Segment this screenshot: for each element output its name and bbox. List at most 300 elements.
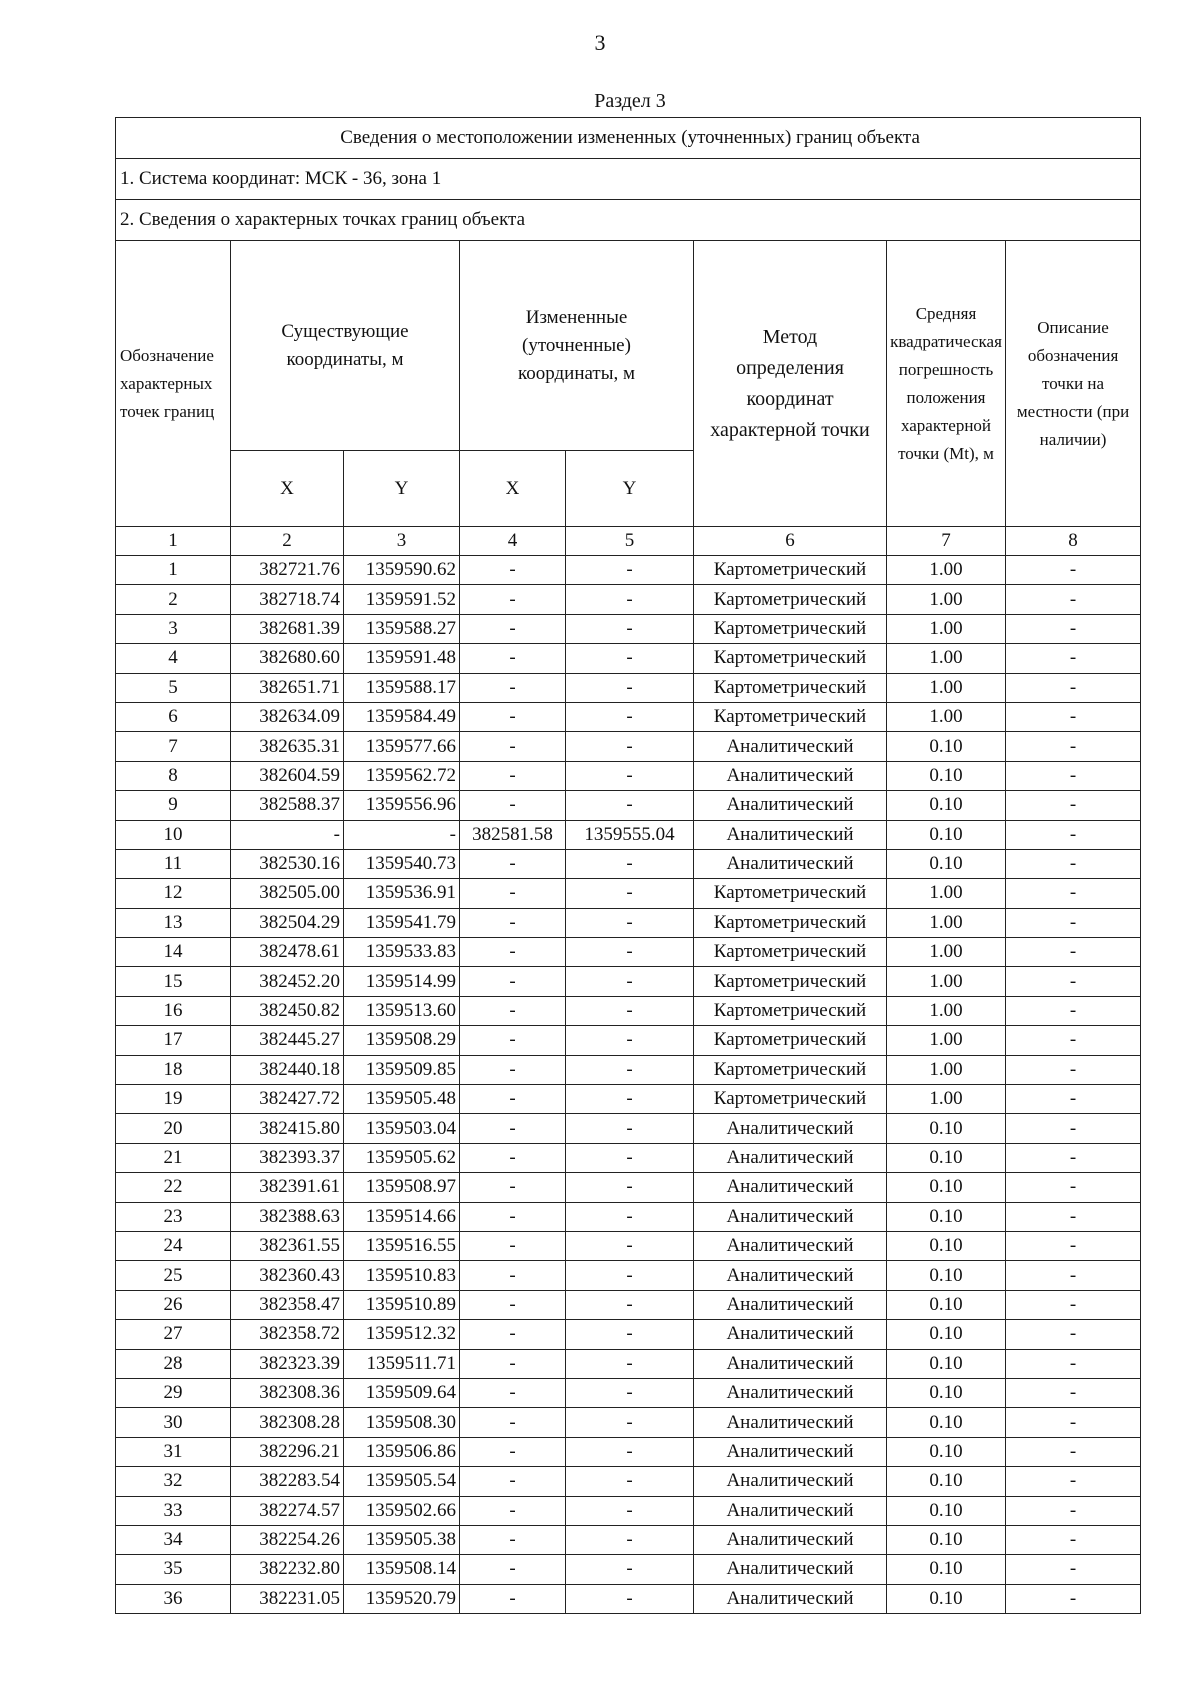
error-mt-cell: 1.00: [887, 585, 1006, 614]
existing-x-cell: 382308.28: [231, 1408, 344, 1437]
changed-x-cell: -: [460, 938, 566, 967]
existing-x-cell: 382450.82: [231, 996, 344, 1025]
header-existing-coordinates: Существующие координаты, м: [231, 241, 460, 451]
changed-x-cell: -: [460, 1261, 566, 1290]
existing-y-cell: 1359511.71: [344, 1349, 460, 1378]
error-mt-cell: 1.00: [887, 1085, 1006, 1114]
existing-y-cell: 1359577.66: [344, 732, 460, 761]
point-number-cell: 2: [116, 585, 231, 614]
changed-x-cell: -: [460, 1525, 566, 1554]
existing-x-cell: 382283.54: [231, 1467, 344, 1496]
point-number-cell: 25: [116, 1261, 231, 1290]
changed-x-cell: -: [460, 1378, 566, 1407]
changed-x-cell: -: [460, 791, 566, 820]
method-cell: Картометрический: [694, 673, 887, 702]
existing-y-cell: 1359591.52: [344, 585, 460, 614]
changed-x-cell: -: [460, 702, 566, 731]
changed-y-cell: -: [566, 1261, 694, 1290]
method-cell: Аналитический: [694, 1202, 887, 1231]
table-title: Сведения о местоположении измененных (уточненных) границ объекта: [116, 118, 1141, 159]
changed-x-cell: -: [460, 1467, 566, 1496]
description-cell: -: [1006, 585, 1141, 614]
changed-y-cell: -: [566, 732, 694, 761]
error-mt-cell: 0.10: [887, 1143, 1006, 1172]
point-number-cell: 19: [116, 1085, 231, 1114]
existing-y-cell: 1359520.79: [344, 1584, 460, 1613]
description-cell: -: [1006, 1555, 1141, 1584]
changed-y-cell: -: [566, 1408, 694, 1437]
changed-y-cell: -: [566, 1055, 694, 1084]
point-number-cell: 21: [116, 1143, 231, 1172]
description-cell: -: [1006, 1173, 1141, 1202]
error-mt-cell: 0.10: [887, 820, 1006, 849]
changed-x-cell: -: [460, 1290, 566, 1319]
existing-x-cell: 382231.05: [231, 1584, 344, 1613]
existing-x-cell: 382504.29: [231, 908, 344, 937]
existing-x-cell: 382296.21: [231, 1437, 344, 1466]
method-cell: Аналитический: [694, 1320, 887, 1349]
point-number-cell: 32: [116, 1467, 231, 1496]
existing-y-cell: 1359514.99: [344, 967, 460, 996]
error-mt-cell: 1.00: [887, 938, 1006, 967]
column-number: 4: [460, 527, 566, 556]
table-row: [116, 1320, 1141, 1349]
existing-x-cell: 382308.36: [231, 1378, 344, 1407]
existing-x-cell: 382254.26: [231, 1525, 344, 1554]
existing-x-cell: 382427.72: [231, 1085, 344, 1114]
error-mt-cell: 1.00: [887, 996, 1006, 1025]
error-mt-cell: 0.10: [887, 791, 1006, 820]
method-cell: Картометрический: [694, 1085, 887, 1114]
existing-x-cell: 382530.16: [231, 849, 344, 878]
existing-y-cell: 1359533.83: [344, 938, 460, 967]
description-cell: -: [1006, 1085, 1141, 1114]
table-row: [116, 1467, 1141, 1496]
point-number-cell: 8: [116, 761, 231, 790]
changed-y-cell: 1359555.04: [566, 820, 694, 849]
point-number-cell: 34: [116, 1525, 231, 1554]
method-cell: Аналитический: [694, 1261, 887, 1290]
table-row: [116, 585, 1141, 614]
method-cell: Аналитический: [694, 1349, 887, 1378]
changed-x-cell: -: [460, 1231, 566, 1260]
existing-x-cell: 382391.61: [231, 1173, 344, 1202]
table-row: [116, 1349, 1141, 1378]
changed-y-cell: -: [566, 556, 694, 585]
method-cell: Аналитический: [694, 1467, 887, 1496]
description-cell: -: [1006, 1320, 1141, 1349]
table-row: [116, 996, 1141, 1025]
method-cell: Картометрический: [694, 1026, 887, 1055]
method-cell: Картометрический: [694, 556, 887, 585]
description-cell: -: [1006, 879, 1141, 908]
changed-y-cell: -: [566, 761, 694, 790]
changed-y-cell: -: [566, 879, 694, 908]
existing-y-cell: 1359536.91: [344, 879, 460, 908]
changed-x-cell: -: [460, 556, 566, 585]
description-cell: -: [1006, 1261, 1141, 1290]
changed-y-cell: -: [566, 1173, 694, 1202]
method-cell: Картометрический: [694, 614, 887, 643]
existing-y-cell: 1359591.48: [344, 644, 460, 673]
existing-y-cell: 1359505.62: [344, 1143, 460, 1172]
changed-y-cell: -: [566, 1525, 694, 1554]
existing-x-cell: 382452.20: [231, 967, 344, 996]
error-mt-cell: 1.00: [887, 644, 1006, 673]
error-mt-cell: 0.10: [887, 1231, 1006, 1260]
page-number: 3: [594, 30, 606, 55]
table-row: [116, 1173, 1141, 1202]
column-number: 6: [694, 527, 887, 556]
method-cell: Аналитический: [694, 1555, 887, 1584]
table-row: [116, 556, 1141, 585]
table-row: [116, 702, 1141, 731]
error-mt-cell: 0.10: [887, 1584, 1006, 1613]
error-mt-cell: 0.10: [887, 1173, 1006, 1202]
column-number: 5: [566, 527, 694, 556]
table-row: [116, 1555, 1141, 1584]
changed-x-cell: -: [460, 1173, 566, 1202]
method-cell: Картометрический: [694, 967, 887, 996]
table-row: [116, 1231, 1141, 1260]
table-row: [116, 644, 1141, 673]
changed-x-cell: -: [460, 673, 566, 702]
description-cell: -: [1006, 614, 1141, 643]
table-row: [116, 1026, 1141, 1055]
existing-y-cell: 1359588.17: [344, 673, 460, 702]
point-number-cell: 24: [116, 1231, 231, 1260]
changed-x-cell: -: [460, 644, 566, 673]
error-mt-cell: 1.00: [887, 1026, 1006, 1055]
method-cell: Аналитический: [694, 1114, 887, 1143]
description-cell: -: [1006, 1496, 1141, 1525]
table-row: [116, 614, 1141, 643]
existing-x-cell: -: [231, 820, 344, 849]
existing-y-cell: 1359509.85: [344, 1055, 460, 1084]
point-number-cell: 14: [116, 938, 231, 967]
changed-x-cell: -: [460, 1143, 566, 1172]
column-number: 7: [887, 527, 1006, 556]
table-row: [116, 849, 1141, 878]
description-cell: -: [1006, 996, 1141, 1025]
changed-y-cell: -: [566, 1114, 694, 1143]
error-mt-cell: 0.10: [887, 1437, 1006, 1466]
point-number-cell: 27: [116, 1320, 231, 1349]
error-mt-cell: 0.10: [887, 1496, 1006, 1525]
error-mt-cell: 0.10: [887, 1378, 1006, 1407]
description-cell: -: [1006, 673, 1141, 702]
existing-y-cell: 1359510.89: [344, 1290, 460, 1319]
existing-y-cell: 1359505.48: [344, 1085, 460, 1114]
description-cell: -: [1006, 556, 1141, 585]
table-row: [116, 791, 1141, 820]
changed-y-cell: -: [566, 673, 694, 702]
existing-x-cell: 382323.39: [231, 1349, 344, 1378]
table-row: [116, 761, 1141, 790]
point-number-cell: 28: [116, 1349, 231, 1378]
existing-y-cell: 1359514.66: [344, 1202, 460, 1231]
description-cell: -: [1006, 1026, 1141, 1055]
table-row: [116, 1261, 1141, 1290]
existing-y-cell: 1359516.55: [344, 1231, 460, 1260]
changed-x-cell: -: [460, 585, 566, 614]
description-cell: -: [1006, 644, 1141, 673]
error-mt-cell: 0.10: [887, 1467, 1006, 1496]
existing-x-cell: 382360.43: [231, 1261, 344, 1290]
changed-y-cell: -: [566, 1584, 694, 1613]
point-number-cell: 20: [116, 1114, 231, 1143]
point-number-cell: 29: [116, 1378, 231, 1407]
error-mt-cell: 0.10: [887, 1349, 1006, 1378]
description-cell: -: [1006, 1584, 1141, 1613]
points-heading: 2. Сведения о характерных точках границ объекта: [116, 200, 1141, 241]
table-row: [116, 1202, 1141, 1231]
coordinate-system: 1. Система координат: МСК - 36, зона 1: [116, 159, 1141, 200]
description-cell: -: [1006, 1525, 1141, 1554]
point-number-cell: 22: [116, 1173, 231, 1202]
existing-x-cell: 382393.37: [231, 1143, 344, 1172]
header-existing-x: X: [231, 451, 344, 527]
description-cell: -: [1006, 1231, 1141, 1260]
point-number-cell: 18: [116, 1055, 231, 1084]
table-row: [116, 1437, 1141, 1466]
existing-y-cell: 1359541.79: [344, 908, 460, 937]
error-mt-cell: 0.10: [887, 1320, 1006, 1349]
method-cell: Картометрический: [694, 644, 887, 673]
changed-x-cell: -: [460, 1496, 566, 1525]
method-cell: Аналитический: [694, 1437, 887, 1466]
existing-x-cell: 382651.71: [231, 673, 344, 702]
existing-x-cell: 382445.27: [231, 1026, 344, 1055]
method-cell: Аналитический: [694, 1408, 887, 1437]
changed-x-cell: -: [460, 908, 566, 937]
changed-x-cell: -: [460, 849, 566, 878]
description-cell: -: [1006, 1143, 1141, 1172]
changed-y-cell: -: [566, 1026, 694, 1055]
existing-x-cell: 382388.63: [231, 1202, 344, 1231]
existing-x-cell: 382721.76: [231, 556, 344, 585]
error-mt-cell: 0.10: [887, 1555, 1006, 1584]
changed-y-cell: -: [566, 1202, 694, 1231]
changed-x-cell: -: [460, 1026, 566, 1055]
point-number-cell: 7: [116, 732, 231, 761]
existing-y-cell: 1359556.96: [344, 791, 460, 820]
existing-y-cell: 1359510.83: [344, 1261, 460, 1290]
method-cell: Картометрический: [694, 908, 887, 937]
table-row: [116, 879, 1141, 908]
point-number-cell: 4: [116, 644, 231, 673]
point-number-cell: 1: [116, 556, 231, 585]
method-cell: Аналитический: [694, 761, 887, 790]
existing-y-cell: 1359509.64: [344, 1378, 460, 1407]
method-cell: Аналитический: [694, 1290, 887, 1319]
table-row: [116, 1496, 1141, 1525]
description-cell: -: [1006, 732, 1141, 761]
changed-x-cell: -: [460, 1584, 566, 1613]
point-number-cell: 35: [116, 1555, 231, 1584]
changed-y-cell: -: [566, 1349, 694, 1378]
method-cell: Аналитический: [694, 1173, 887, 1202]
existing-x-cell: 382478.61: [231, 938, 344, 967]
header-designation: Обозначение характерных точек границ: [116, 241, 231, 527]
existing-y-cell: 1359508.97: [344, 1173, 460, 1202]
error-mt-cell: 0.10: [887, 1114, 1006, 1143]
error-mt-cell: 1.00: [887, 614, 1006, 643]
method-cell: Аналитический: [694, 732, 887, 761]
method-cell: Аналитический: [694, 1584, 887, 1613]
table-row: [116, 1525, 1141, 1554]
description-cell: -: [1006, 967, 1141, 996]
error-mt-cell: 0.10: [887, 1408, 1006, 1437]
changed-y-cell: -: [566, 996, 694, 1025]
error-mt-cell: 1.00: [887, 879, 1006, 908]
changed-x-cell: -: [460, 879, 566, 908]
error-mt-cell: 0.10: [887, 849, 1006, 878]
changed-x-cell: -: [460, 967, 566, 996]
method-cell: Аналитический: [694, 1525, 887, 1554]
error-mt-cell: 0.10: [887, 1290, 1006, 1319]
changed-x-cell: -: [460, 1320, 566, 1349]
method-cell: Аналитический: [694, 1496, 887, 1525]
error-mt-cell: 1.00: [887, 702, 1006, 731]
point-number-cell: 15: [116, 967, 231, 996]
column-number-row: [116, 527, 1141, 556]
method-cell: Картометрический: [694, 702, 887, 731]
existing-x-cell: 382232.80: [231, 1555, 344, 1584]
table-row: [116, 1290, 1141, 1319]
existing-x-cell: 382718.74: [231, 585, 344, 614]
table-row: [116, 673, 1141, 702]
existing-x-cell: 382588.37: [231, 791, 344, 820]
table-row: [116, 732, 1141, 761]
existing-x-cell: 382358.47: [231, 1290, 344, 1319]
error-mt-cell: 0.10: [887, 732, 1006, 761]
existing-x-cell: 382505.00: [231, 879, 344, 908]
error-mt-cell: 1.00: [887, 1055, 1006, 1084]
error-mt-cell: 0.10: [887, 761, 1006, 790]
method-cell: Картометрический: [694, 585, 887, 614]
existing-y-cell: 1359505.38: [344, 1525, 460, 1554]
header-changed-y: Y: [566, 451, 694, 527]
changed-y-cell: -: [566, 938, 694, 967]
description-cell: -: [1006, 761, 1141, 790]
changed-x-cell: -: [460, 1555, 566, 1584]
existing-y-cell: 1359508.14: [344, 1555, 460, 1584]
changed-y-cell: -: [566, 908, 694, 937]
point-number-cell: 10: [116, 820, 231, 849]
point-number-cell: 23: [116, 1202, 231, 1231]
changed-x-cell: -: [460, 614, 566, 643]
existing-x-cell: 382415.80: [231, 1114, 344, 1143]
table-row: [116, 1085, 1141, 1114]
description-cell: -: [1006, 1055, 1141, 1084]
method-cell: Картометрический: [694, 1055, 887, 1084]
description-cell: -: [1006, 1114, 1141, 1143]
changed-y-cell: -: [566, 1437, 694, 1466]
changed-y-cell: -: [566, 791, 694, 820]
table-row: [116, 908, 1141, 937]
changed-x-cell: 382581.58: [460, 820, 566, 849]
changed-y-cell: -: [566, 585, 694, 614]
boundary-points-table: [115, 117, 1141, 1614]
method-cell: Аналитический: [694, 820, 887, 849]
changed-y-cell: -: [566, 1320, 694, 1349]
existing-y-cell: 1359590.62: [344, 556, 460, 585]
changed-y-cell: -: [566, 1555, 694, 1584]
error-mt-cell: 1.00: [887, 908, 1006, 937]
changed-x-cell: -: [460, 732, 566, 761]
existing-y-cell: 1359508.30: [344, 1408, 460, 1437]
description-cell: -: [1006, 849, 1141, 878]
error-mt-cell: 0.10: [887, 1261, 1006, 1290]
existing-x-cell: 382634.09: [231, 702, 344, 731]
description-cell: -: [1006, 1202, 1141, 1231]
point-number-cell: 11: [116, 849, 231, 878]
method-cell: Картометрический: [694, 879, 887, 908]
changed-y-cell: -: [566, 1467, 694, 1496]
existing-y-cell: 1359503.04: [344, 1114, 460, 1143]
existing-y-cell: 1359502.66: [344, 1496, 460, 1525]
column-number: 2: [231, 527, 344, 556]
description-cell: -: [1006, 1408, 1141, 1437]
description-cell: -: [1006, 1437, 1141, 1466]
existing-y-cell: 1359562.72: [344, 761, 460, 790]
method-cell: Аналитический: [694, 1143, 887, 1172]
description-cell: -: [1006, 820, 1141, 849]
changed-x-cell: -: [460, 1437, 566, 1466]
point-number-cell: 36: [116, 1584, 231, 1613]
method-cell: Аналитический: [694, 1231, 887, 1260]
description-cell: -: [1006, 908, 1141, 937]
column-number: 1: [116, 527, 231, 556]
changed-y-cell: -: [566, 1378, 694, 1407]
changed-y-cell: -: [566, 967, 694, 996]
header-changed-x: X: [460, 451, 566, 527]
method-cell: Аналитический: [694, 849, 887, 878]
point-number-cell: 6: [116, 702, 231, 731]
existing-y-cell: 1359508.29: [344, 1026, 460, 1055]
changed-x-cell: -: [460, 1055, 566, 1084]
changed-x-cell: -: [460, 1085, 566, 1114]
changed-y-cell: -: [566, 702, 694, 731]
changed-x-cell: -: [460, 1202, 566, 1231]
point-number-cell: 33: [116, 1496, 231, 1525]
error-mt-cell: 1.00: [887, 967, 1006, 996]
point-number-cell: 30: [116, 1408, 231, 1437]
column-number: 8: [1006, 527, 1141, 556]
changed-y-cell: -: [566, 1290, 694, 1319]
changed-y-cell: -: [566, 1496, 694, 1525]
description-cell: -: [1006, 1378, 1141, 1407]
existing-x-cell: 382440.18: [231, 1055, 344, 1084]
existing-x-cell: 382361.55: [231, 1231, 344, 1260]
header-method: Метод определения координат характерной точки: [694, 241, 887, 527]
header-description: Описание обозначения точки на местности (при наличии): [1006, 241, 1141, 527]
existing-y-cell: 1359540.73: [344, 849, 460, 878]
existing-y-cell: 1359512.32: [344, 1320, 460, 1349]
section-label: Раздел 3: [594, 90, 666, 112]
changed-y-cell: -: [566, 644, 694, 673]
existing-x-cell: 382681.39: [231, 614, 344, 643]
changed-y-cell: -: [566, 614, 694, 643]
table-row: [116, 820, 1141, 849]
changed-x-cell: -: [460, 1349, 566, 1378]
existing-x-cell: 382604.59: [231, 761, 344, 790]
existing-y-cell: 1359588.27: [344, 614, 460, 643]
error-mt-cell: 1.00: [887, 673, 1006, 702]
existing-x-cell: 382635.31: [231, 732, 344, 761]
table-row: [116, 1143, 1141, 1172]
